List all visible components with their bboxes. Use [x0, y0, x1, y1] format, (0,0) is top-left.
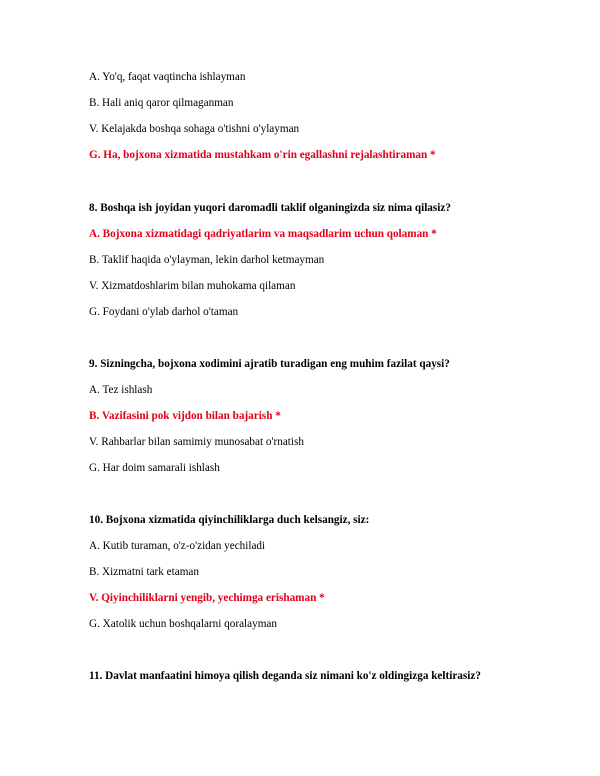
q10-question: 10. Bojxona xizmatida qiyinchiliklarga duch kelsangiz, siz: — [89, 514, 370, 526]
q7-option-a: A. Yo'q, faqat vaqtincha ishlayman — [89, 71, 246, 83]
q9-option-b-correct: B. Vazifasini pok vijdon bilan bajarish * — [89, 410, 281, 422]
q8-option-a-correct: A. Bojxona xizmatidagi qadriyatlarim va maqsadlarim uchun qolaman * — [89, 228, 437, 240]
q9-question: 9. Sizningcha, bojxona xodimini ajratib turadigan eng muhim fazilat qaysi? — [89, 358, 450, 370]
q11-question: 11. Davlat manfaatini himoya qilish deganda siz nimani ko'z oldingizga keltirasiz? — [89, 670, 481, 682]
q10-option-b: B. Xizmatni tark etaman — [89, 566, 199, 578]
q8-option-g: G. Foydani o'ylab darhol o'taman — [89, 306, 239, 318]
q7-option-v: V. Kelajakda boshqa sohaga o'tishni o'ylayman — [89, 123, 300, 135]
q9-option-a: A. Tez ishlash — [89, 384, 153, 396]
q9-option-g: G. Har doim samarali ishlash — [89, 462, 220, 474]
q10-option-a: A. Kutib turaman, o'z-o'zidan yechiladi — [89, 540, 266, 552]
q10-option-g: G. Xatolik uchun boshqalarni qoralayman — [89, 618, 277, 630]
q8-option-b: B. Taklif haqida o'ylayman, lekin darhol ketmayman — [89, 254, 325, 266]
q7-option-b: B. Hali aniq qaror qilmaganman — [89, 97, 234, 109]
q7-option-g-correct: G. Ha, bojxona xizmatida mustahkam o'rin egallashni rejalashtiraman * — [89, 149, 436, 161]
q8-option-v: V. Xizmatdoshlarim bilan muhokama qilaman — [89, 280, 296, 292]
q8-question: 8. Boshqa ish joyidan yuqori daromadli taklif olganingizda siz nima qilasiz? — [89, 202, 451, 214]
q9-option-v: V. Rahbarlar bilan samimiy munosabat o'rnatish — [89, 436, 304, 448]
q10-option-v-correct: V. Qiyinchiliklarni yengib, yechimga erishaman * — [89, 592, 325, 604]
